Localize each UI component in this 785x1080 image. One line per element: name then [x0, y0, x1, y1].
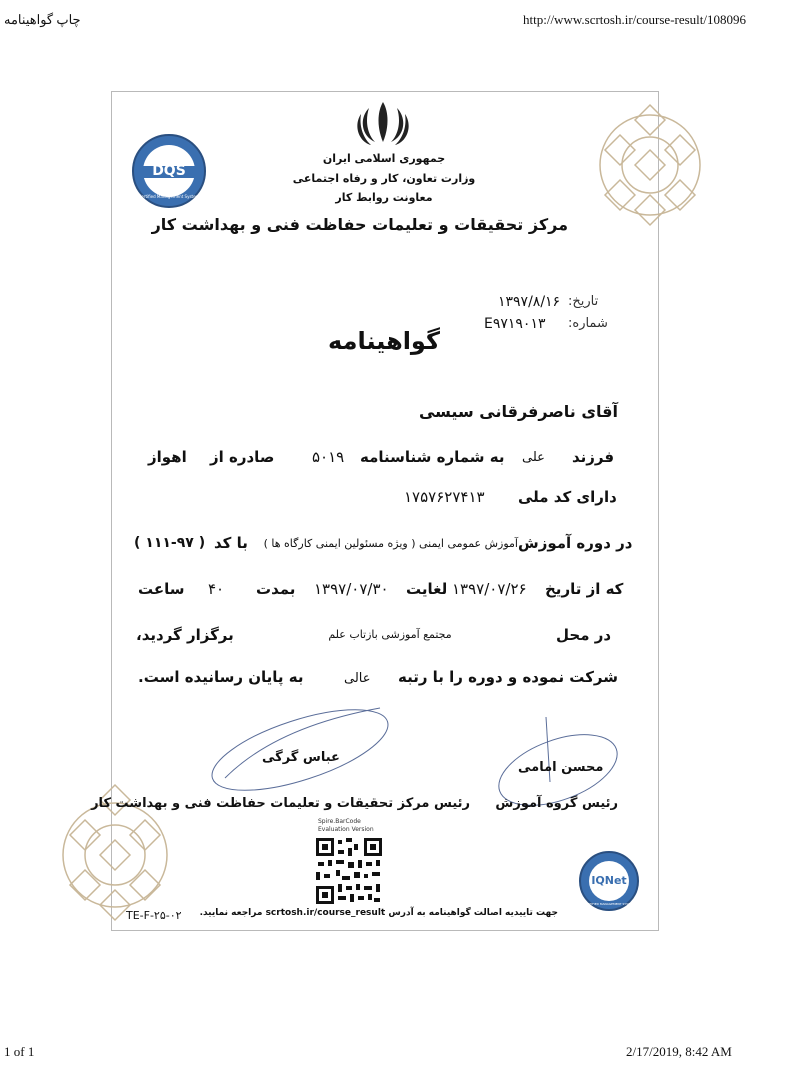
iqnet-badge-caption: CERTIFIED MANAGEMENT SYSTEM	[583, 902, 635, 906]
iqnet-certified-badge	[578, 850, 640, 912]
header-ministry: وزارت تعاون، کار و رفاه اجتماعی	[292, 172, 476, 185]
header-deputy: معاونت روابط کار	[335, 191, 433, 204]
completed-label: به پایان رسانیده است.	[138, 668, 304, 686]
iqnet-badge-text: IQNet	[591, 874, 627, 887]
dqs-badge-text: DQS	[152, 163, 186, 179]
print-url: http://www.scrtosh.ir/course-result/108096	[523, 12, 747, 27]
course-label: در دوره آموزش	[518, 534, 633, 552]
left-signature-icon	[205, 698, 395, 793]
date-label: تاریخ:	[568, 294, 599, 309]
left-signer-title: رئیس مرکز تحقیقات و تعلیمات حفاظت فنی و بهداشت کار	[91, 796, 470, 811]
number-label: شماره:	[568, 316, 608, 331]
course-name: آموزش عمومی ایمنی ( ویژه مسئولین ایمنی کارگاه ها )	[263, 537, 518, 550]
id-label: به شماره شناسنامه	[360, 448, 505, 466]
participated-label: شرکت نموده و دوره را با رتبه	[397, 668, 618, 686]
dqs-certified-badge	[130, 132, 208, 210]
held-label: برگزار گردید،	[136, 626, 234, 644]
certificate-title: گواهینامه	[328, 327, 440, 355]
code-label: با کد	[214, 534, 248, 552]
right-signer-title: رئیس گروه آموزش	[495, 796, 618, 811]
left-signer-name: عباس گرگی	[262, 750, 340, 765]
number-value: E۹۷۱۹۰۱۳	[484, 316, 546, 332]
id-number: ۵۰۱۹	[312, 448, 345, 466]
hours-label: ساعت	[138, 580, 185, 598]
header-republic: جمهوری اسلامی ایران	[322, 152, 446, 165]
location-label: در محل	[556, 626, 612, 644]
issued-label: صادره از	[210, 448, 275, 466]
date-value: ۱۳۹۷/۸/۱۶	[498, 294, 561, 310]
iran-emblem-icon	[355, 98, 411, 148]
print-page-count: 1 of 1	[4, 1044, 35, 1059]
to-date: ۱۳۹۷/۰۷/۳۰	[314, 580, 389, 598]
verify-text: جهت تاییدیه اصالت گواهینامه به آدرس scrtosh.ir/course_result مراجعه نمایید.	[199, 908, 558, 918]
header-center: مرکز تحقیقات و تعلیمات حفاظت فنی و بهداشت کار	[151, 215, 568, 234]
grade-value: عالی	[344, 671, 371, 686]
to-label: لغایت	[406, 580, 448, 598]
print-datetime: 2/17/2019, 8:42 AM	[626, 1044, 732, 1059]
issued-city: اهواز	[148, 448, 187, 466]
child-of-label: فرزند	[572, 448, 615, 466]
form-code: TE-F-۲۵-۰۲	[126, 909, 182, 922]
holder-name: آقای ناصرفرقانی سیسی	[418, 402, 618, 421]
right-signer-name: محسن امامی	[518, 760, 604, 775]
code-value: ( ۱۱۱-۹۷ )	[134, 535, 206, 551]
from-date: ۱۳۹۷/۰۷/۲۶	[452, 580, 527, 598]
duration-label: بمدت	[256, 580, 296, 598]
ornament-top-right-icon	[590, 100, 710, 230]
duration-value: ۴۰	[208, 580, 225, 598]
qr-caption-1: Spire.BarCode	[318, 818, 361, 825]
qr-caption-2: Evaluation Version	[318, 826, 374, 833]
national-code-label: دارای کد ملی	[518, 488, 617, 506]
print-page-title: چاپ گواهینامه	[4, 12, 81, 27]
qr-code-icon	[314, 836, 384, 906]
national-code: ۱۷۵۷۶۲۷۴۱۳	[404, 488, 485, 506]
location-value: مجتمع آموزشی بازتاب علم	[328, 628, 452, 641]
dqs-badge-caption: Certified Management System	[138, 194, 200, 199]
from-label: که از تاریخ	[545, 580, 624, 598]
father-name: علی	[522, 450, 545, 465]
